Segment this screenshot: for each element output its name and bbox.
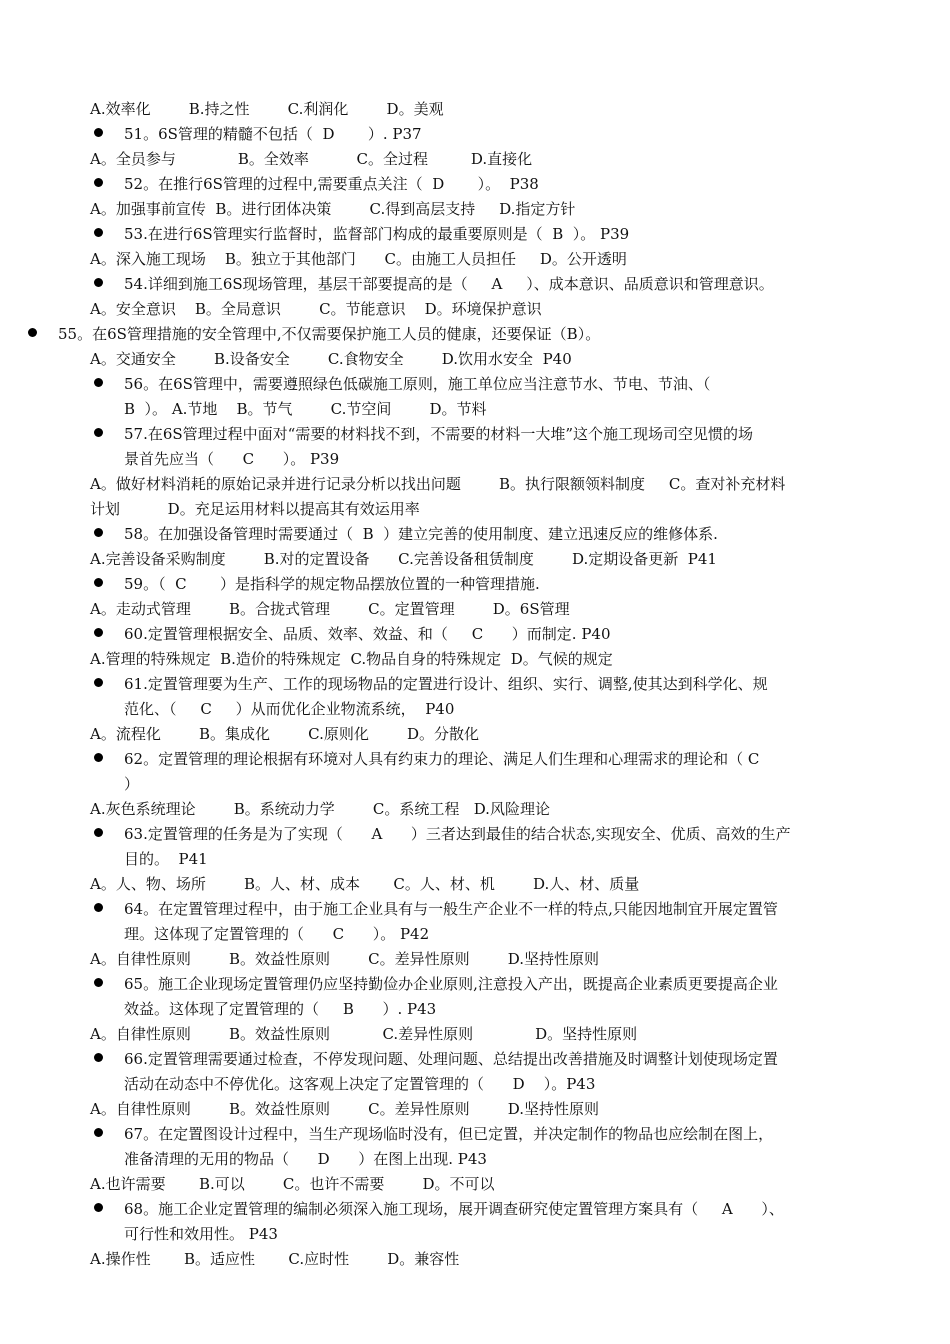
options-line: A。安全意识 B。全局意识 C。节能意识 D。环境保护意识 [90,300,542,318]
bullet-icon [94,528,103,537]
question-55: 55。在6S管理措施的安全管理中,不仅需要保护施工人员的健康，还要保证（B）。 [58,325,601,343]
question-51: 51。6S管理的精髓不包括（ D ）. P37 [124,125,422,143]
bullet-icon [94,1203,103,1212]
question-52: 52。在推行6S管理的过程中,需要重点关注（ D ）。 P38 [124,175,539,193]
question-67: 67。在定置图设计过程中，当生产现场临时没有，但已定置，并决定制作的物品也应绘制在图上， 准备清理的无用的物品（ D ）在图上出现. P43 [124,1125,774,1168]
question-63: 63.定置管理的任务是为了实现（ A ）三者达到最佳的结合状态,实现安全、优质、高效的生产 目的。 P41 [124,825,791,868]
options-line: A。深入施工现场 B。独立于其他部门 C。由施工人员担任 D。公开透明 [90,250,627,268]
options-line: A.操作性 B。适应性 C.应时性 D。兼容性 [90,1250,460,1268]
options-line: A。自律性原则 B。效益性原则 C。差异性原则 D.坚持性原则 [90,950,600,968]
options-line: A。加强事前宣传 B。进行团体决策 C.得到高层支持 D.指定方针 [90,200,576,218]
options-line: A。流程化 B。集成化 C.原则化 D。分散化 [90,725,480,743]
question-62: 62。定置管理的理论根据有环境对人具有约束力的理论、满足人们生理和心理需求的理论和（ C ） [124,750,760,793]
options-line: A.灰色系统理论 B。系统动力学 C。系统工程 D.风险理论 [90,800,550,818]
question-56: 56。在6S管理中，需要遵照绿色低碳施工原则，施工单位应当注意节水、节电、节油、（ B ）。 A.节地 B。节气 C.节空间 D。节料 [124,375,711,418]
question-53: 53.在进行6S管理实行监督时，监督部门构成的最重要原则是（ B ）。 P39 [124,225,630,243]
bullet-icon [94,628,103,637]
question-59: 59。（ C ）是指科学的规定物品摆放位置的一种管理措施. [124,575,540,593]
options-line: A。交通安全 B.设备安全 C.食物安全 D.饮用水安全 P40 [90,350,572,368]
options-line: A.完善设备采购制度 B.对的定置设备 C.完善设备租赁制度 D.定期设备更新 P41 [90,550,717,568]
question-61: 61.定置管理要为生产、工作的现场物品的定置进行设计、组织、实行、调整,使其达到科学化、规 范化、（ C ）从而优化企业物流系统， P40 [124,675,768,718]
bullet-icon [94,978,103,987]
options-line: A.管理的特殊规定 B.造价的特殊规定 C.物品自身的特殊规定 D。气候的规定 [90,650,613,668]
bullet-icon [94,578,103,587]
options-line: A。做好材料消耗的原始记录并进行记录分析以找出问题 B。执行限额领料制度 C。查对补充材料 计划 D。充足运用材料以提高其有效运用率 [90,475,786,518]
question-64: 64。在定置管理过程中，由于施工企业具有与一般生产企业不一样的特点,只能因地制宜开展定置管 理。这体现了定置管理的（ C ）。 P42 [124,900,778,943]
bullet-icon [94,678,103,687]
options-line: A.也许需要 B.可以 C。也许不需要 D。不可以 [90,1175,495,1193]
question-65: 65。施工企业现场定置管理仍应坚持勤俭办企业原则,注意投入产出，既提高企业素质更要提高企业 效益。这体现了定置管理的（ B ）. P43 [124,975,778,1018]
options-line: A。走动式管理 B。合拢式管理 C。定置管理 D。6S管理 [90,600,570,618]
bullet-icon [94,178,103,187]
bullet-icon [94,428,103,437]
question-60: 60.定置管理根据安全、品质、效率、效益、和（ C ）而制定. P40 [124,625,611,643]
question-58: 58。在加强设备管理时需要通过（ B ）建立完善的使用制度、建立迅速反应的维修体系. [124,525,718,543]
bullet-icon [94,128,103,137]
options-line: A。人、物、场所 B。人、材、成本 C。人、材、机 D.人、材、质量 [90,875,640,893]
bullet-icon [94,903,103,912]
bullet-icon [94,378,103,387]
bullet-icon [28,328,37,337]
options-line: A.效率化 B.持之性 C.利润化 D。美观 [90,100,444,118]
bullet-icon [94,1053,103,1062]
bullet-icon [94,1128,103,1137]
question-66: 66.定置管理需要通过检查，不停发现问题、处理问题、总结提出改善措施及时调整计划使现场定置 活动在动态中不停优化。这客观上决定了定置管理的（ D ）。P43 [124,1050,778,1093]
question-54: 54.详细到施工6S现场管理，基层干部要提高的是（ A ）、成本意识、品质意识和管理意识。 [124,275,774,293]
options-line: A。自律性原则 B。效益性原则 C。差异性原则 D.坚持性原则 [90,1100,600,1118]
question-57: 57.在6S管理过程中面对“需要的材料找不到，不需要的材料一大堆”这个施工现场司空见惯的场 景首先应当（ C ）。 P39 [124,425,754,468]
bullet-icon [94,753,103,762]
bullet-icon [94,228,103,237]
options-line: A。全员参与 B。全效率 C。全过程 D.直接化 [90,150,533,168]
options-line: A。自律性原则 B。效益性原则 C.差异性原则 D。坚持性原则 [90,1025,638,1043]
question-68: 68。施工企业定置管理的编制必须深入施工现场，展开调查研究使定置管理方案具有（ A ）、 可行性和效用性。 P43 [124,1200,784,1243]
bullet-icon [94,278,103,287]
bullet-icon [94,828,103,837]
